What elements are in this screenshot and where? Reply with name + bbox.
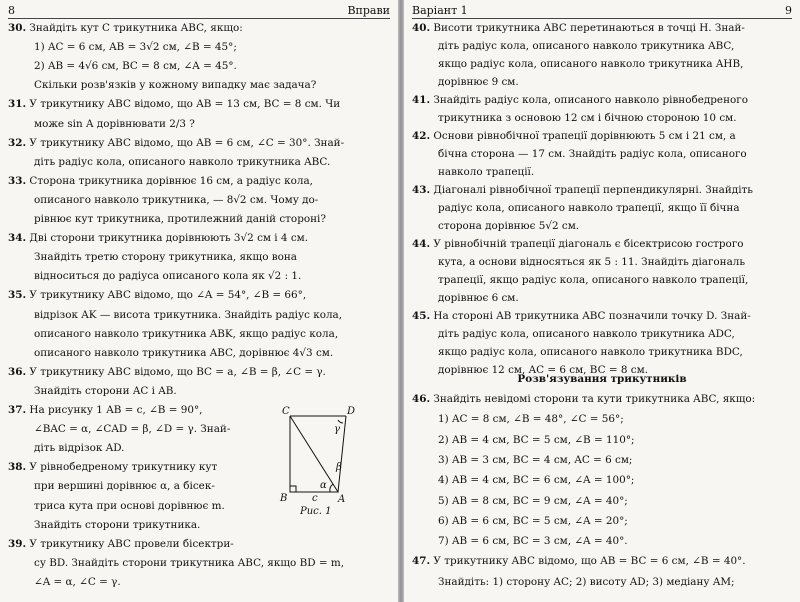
line-text: навколо трапеції. <box>438 166 535 178</box>
line-text: У трикутнику ABC провели бісектри- <box>29 537 234 550</box>
line-text: 3) AB = 3 см, BC = 4 см, AC = 6 см; <box>438 453 633 466</box>
figure-triangle-cba <box>290 416 338 492</box>
text-line <box>412 183 753 197</box>
line-text: Основи рівнобічної трапеції дорівнюють 5 см і 21 см, а <box>433 130 736 142</box>
line-text: трапеції, якщо радіус кола, описаного навколо трапеції, <box>438 274 749 286</box>
text-line <box>438 57 743 71</box>
left-page-number: 8 <box>8 4 15 17</box>
text-line <box>8 288 306 302</box>
line-text: при вершині дорівнює α, а бісек- <box>34 480 215 493</box>
line-text: описаного навколо трикутника ABK, якщо радіус кола, <box>34 327 339 340</box>
exercise-number: 45. <box>412 310 431 322</box>
text-line <box>34 384 177 398</box>
figure-label-beta: β <box>336 462 342 473</box>
line-text: На стороні AB трикутника ABC позначили точку D. Знай- <box>433 310 751 322</box>
text-line <box>438 39 734 53</box>
exercise-number: 40. <box>412 22 431 34</box>
line-text: Дві сторони трикутника дорівнюють 3√2 см і 4 см. <box>29 232 309 245</box>
text-line <box>34 155 330 169</box>
text-line <box>8 403 202 417</box>
line-text: описаного навколо трикутника ABC, дорівнює 4√3 см. <box>34 346 334 359</box>
text-line <box>412 237 744 251</box>
line-text: Знайдіть сторони AC і AB. <box>34 384 177 397</box>
line-text: 4) AB = 4 см, BC = 6 см, ∠A = 100°; <box>438 474 635 487</box>
text-line <box>34 78 316 92</box>
line-text: Знайдіть сторони трикутника. <box>34 518 201 531</box>
text-line <box>438 273 748 287</box>
text-line <box>438 111 737 125</box>
line-text: Знайдіть кут C трикутника ABC, якщо: <box>29 22 243 34</box>
figure-1-caption: Рис. 1 <box>300 506 332 517</box>
line-text: 5) AB = 8 см, BC = 9 см, ∠A = 40°; <box>438 494 628 507</box>
exercise-number: 41. <box>412 94 431 106</box>
text-line <box>438 433 635 447</box>
line-text: рівнює кут трикутника, протилежний даній стороні? <box>34 213 326 225</box>
figure-label-b: B <box>280 493 288 504</box>
text-line <box>412 309 751 323</box>
text-line <box>438 75 519 89</box>
line-text: 7) AB = 6 см, BC = 3 см, ∠A = 40°. <box>438 535 628 548</box>
text-line <box>438 255 745 269</box>
right-header-title: Варіант 1 <box>412 4 468 17</box>
text-line <box>8 231 308 245</box>
line-text: У трикутнику ABC відомо, що AB = 6 см, ∠C = 30°. Знай- <box>29 136 345 149</box>
line-text: дорівнює 6 см. <box>438 292 519 304</box>
right-page-number: 9 <box>785 4 792 17</box>
line-text: ∠A = α, ∠C = γ. <box>34 575 121 588</box>
text-line <box>34 346 333 360</box>
text-line <box>34 441 124 455</box>
line-text: може sin A дорівнювати 2/3 ? <box>34 117 195 130</box>
line-text: У трикутнику ABC відомо, що AB = BC = 6 см, ∠B = 40°. <box>433 555 746 568</box>
text-line <box>438 345 743 359</box>
line-text: Знайдіть третю сторону трикутника, якщо вона <box>34 251 297 264</box>
text-line <box>34 59 237 73</box>
line-text: Висоти трикутника ABC перетинаються в точці H. Знай- <box>433 22 745 34</box>
line-text: У трикутнику ABC відомо, що AB = 13 см, BC = 8 см. Чи <box>29 98 341 111</box>
exercise-number: 47. <box>412 555 431 568</box>
text-line <box>438 219 579 233</box>
line-text: діть радіус кола, описаного навколо трикутника ABC, <box>438 40 735 52</box>
text-line <box>34 479 215 493</box>
figure-label-c: C <box>282 406 290 417</box>
text-line <box>412 93 748 107</box>
text-line <box>34 250 297 264</box>
text-line <box>8 136 344 150</box>
line-text: сторона дорівнює 5√2 см. <box>438 220 580 232</box>
text-line <box>8 365 326 379</box>
line-text: Діагоналі рівнобічної трапеції перпендикулярні. Знайдіть <box>433 184 753 196</box>
line-text: кута, а основи відносяться як 5 : 11. Знайдіть діагональ <box>438 256 746 268</box>
text-line <box>438 147 747 161</box>
text-line <box>412 554 746 568</box>
line-text: діть відрізок AD. <box>34 442 125 455</box>
figure-label-d: D <box>347 406 356 417</box>
line-text: радіус кола, описаного навколо трапеції, якщо її бічна <box>438 202 740 214</box>
line-text: якщо радіус кола, описаного навколо трикутника AHB, <box>438 58 744 70</box>
figure-label-c-side: c <box>312 493 318 504</box>
text-line <box>34 269 301 283</box>
line-text: Знайдіть невідомі сторони та кути трикутника ABC, якщо: <box>433 393 756 405</box>
figure-label-alpha: α <box>320 480 327 491</box>
right-page-header <box>412 4 792 19</box>
line-text: дорівнює 9 см. <box>438 76 519 88</box>
text-line <box>438 534 628 548</box>
figure-angle-gamma-arc <box>338 420 343 423</box>
exercise-number: 39. <box>8 537 27 550</box>
exercise-number: 32. <box>8 136 27 149</box>
text-line <box>34 518 200 532</box>
exercise-number: 38. <box>8 461 27 474</box>
text-line <box>8 97 340 111</box>
exercise-number: 31. <box>8 98 27 111</box>
exercise-number: 43. <box>412 184 431 196</box>
text-line <box>34 327 338 341</box>
text-line <box>34 422 230 436</box>
line-text: ∠BAC = α, ∠CAD = β, ∠D = γ. Знай- <box>34 423 231 436</box>
line-text: 2) AB = 4 см, BC = 5 см, ∠B = 110°; <box>438 433 635 446</box>
left-header-title: Вправи <box>347 4 390 17</box>
text-line <box>412 129 736 143</box>
text-line <box>438 201 740 215</box>
left-page <box>0 0 398 602</box>
line-text: 2) AB = 4√6 см, BC = 8 см, ∠A = 45°. <box>34 60 237 73</box>
text-line <box>34 308 342 322</box>
exercise-number: 46. <box>412 393 431 405</box>
line-text: су BD. Знайдіть сторони трикутника ABC, якщо BD = m, <box>34 556 345 569</box>
text-line <box>34 40 237 54</box>
exercise-number: 42. <box>412 130 431 142</box>
exercise-number: 33. <box>8 174 27 187</box>
line-text: діть радіус кола, описаного навколо трикутника ABC. <box>34 155 331 168</box>
line-text: відрізок AK — висота трикутника. Знайдіть радіус кола, <box>34 308 343 321</box>
exercise-number: 37. <box>8 404 27 416</box>
line-text: У трикутнику ABC відомо, що BC = a, ∠B = β, ∠C = γ. <box>29 365 326 378</box>
left-page-header <box>8 4 390 19</box>
figure-angle-alpha-arc <box>330 484 333 492</box>
text-line <box>438 327 735 341</box>
text-line <box>438 453 632 467</box>
line-text: У рівнобічній трапеції діагональ є бісектрисою гострого <box>433 238 744 250</box>
line-text: Скільки розв'язків у кожному випадку має задача? <box>34 79 317 92</box>
line-text: Знайдіть: 1) сторону AC; 2) висоту AD; 3) медіану AM; <box>438 575 735 588</box>
text-line <box>438 291 519 305</box>
figure-right-angle-mark <box>290 486 296 492</box>
line-text: У трикутнику ABC відомо, що ∠A = 54°, ∠B = 66°, <box>29 289 307 302</box>
line-text: якщо радіус кола, описаного навколо трикутника BDC, <box>438 346 743 358</box>
figure-1 <box>276 404 356 504</box>
text-line <box>8 21 243 35</box>
text-line <box>412 392 755 406</box>
line-text: триса кута при основі дорівнює m. <box>34 499 225 512</box>
text-line <box>438 473 634 487</box>
line-text: трикутника з основою 12 см і бічною стороною 10 см. <box>438 112 737 124</box>
text-line <box>438 412 624 426</box>
figure-label-gamma: γ <box>334 424 340 435</box>
text-line <box>34 193 318 207</box>
exercise-number: 36. <box>8 365 27 378</box>
exercise-number: 34. <box>8 232 27 245</box>
text-line <box>8 537 234 551</box>
text-line <box>34 499 225 513</box>
text-line <box>438 514 628 528</box>
line-text: 6) AB = 6 см, BC = 5 см, ∠A = 20°; <box>438 514 628 527</box>
line-text: У рівнобедреному трикутнику кут <box>29 461 218 474</box>
line-text: Знайдіть радіус кола, описаного навколо рівнобедреного <box>433 94 748 106</box>
line-text: 1) AC = 8 см, ∠B = 48°, ∠C = 56°; <box>438 413 624 426</box>
exercise-number: 35. <box>8 289 27 302</box>
right-page <box>404 0 800 602</box>
line-text: діть радіус кола, описаного навколо трикутника ADC, <box>438 328 735 340</box>
text-line <box>34 212 326 226</box>
text-line <box>438 575 734 589</box>
text-line <box>8 174 313 188</box>
line-text: 1) AC = 6 см, AB = 3√2 см, ∠B = 45°; <box>34 41 237 54</box>
section-title: Розв'язування трикутників <box>517 373 687 385</box>
exercise-number: 44. <box>412 238 431 250</box>
line-text: На рисунку 1 AB = c, ∠B = 90°, <box>29 404 203 416</box>
text-line <box>34 117 195 131</box>
line-text: Сторона трикутника дорівнює 16 см, а радіус кола, <box>29 174 313 187</box>
exercise-number: 30. <box>8 22 27 34</box>
line-text: відноситься до радіуса описаного кола як √2 : 1. <box>34 270 302 283</box>
text-line <box>8 460 217 474</box>
text-line <box>34 556 344 570</box>
line-text: дорівнює 12 см, AC = 6 см, BC = 8 см. <box>438 364 648 376</box>
text-line <box>438 165 534 179</box>
text-line <box>34 575 121 589</box>
line-text: бічна сторона — 17 см. Знайдіть радіус кола, описаного <box>438 148 747 160</box>
text-line <box>438 494 628 508</box>
figure-label-a: A <box>338 494 346 504</box>
text-line <box>412 21 745 35</box>
line-text: описаного навколо трикутника, — 8√2 см. Чому до- <box>34 193 319 206</box>
